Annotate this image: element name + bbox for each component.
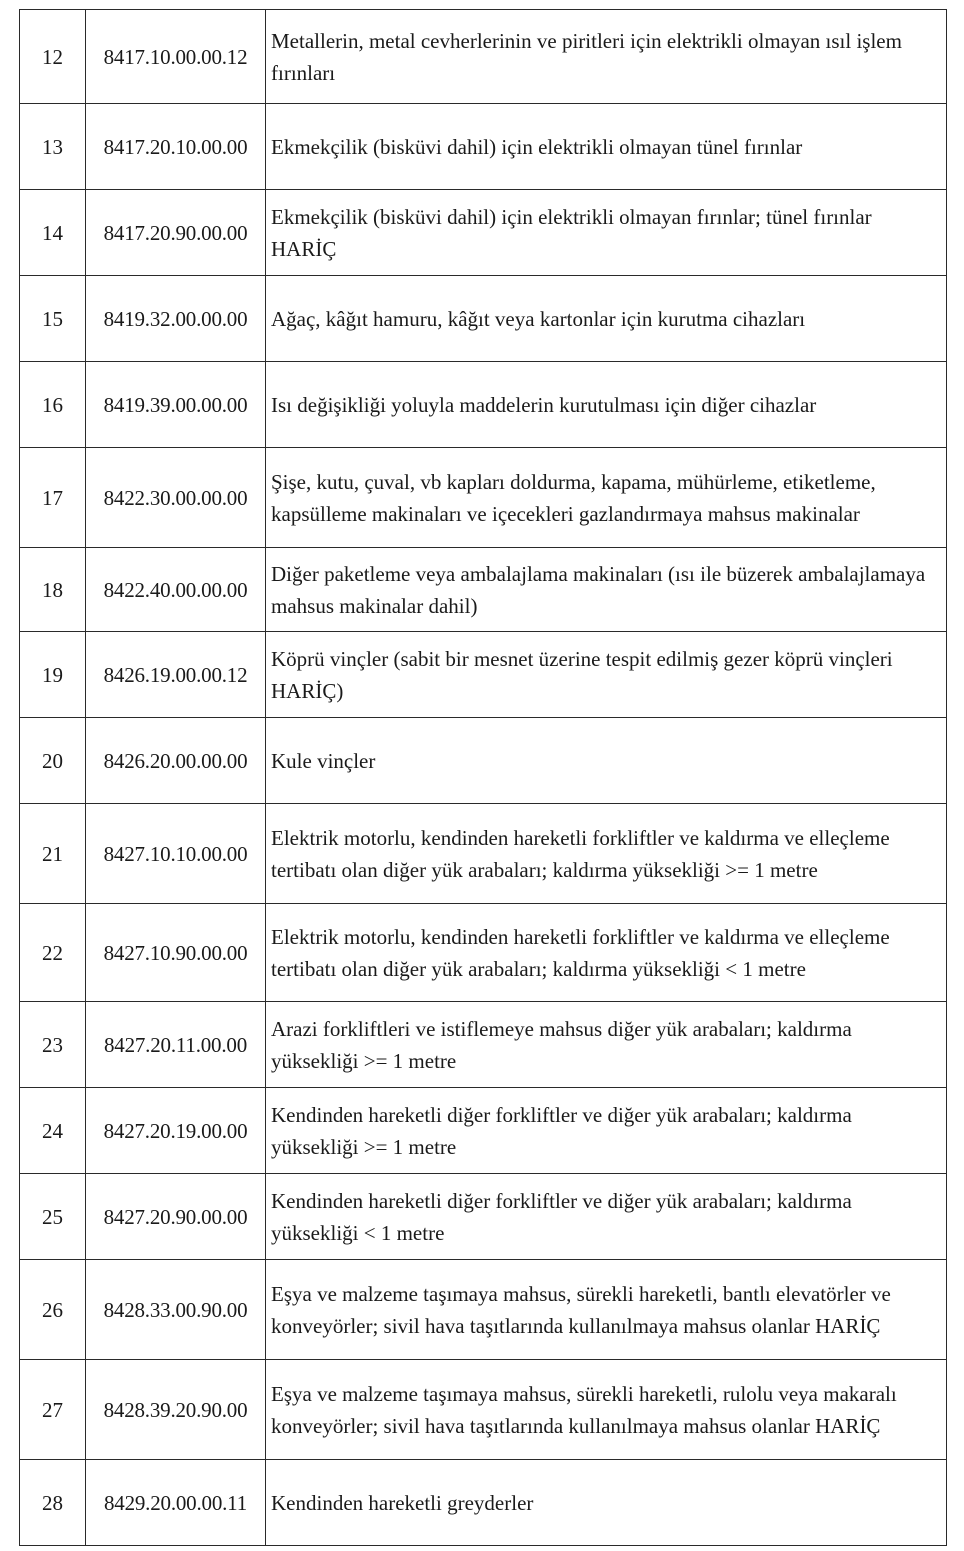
row-number: 25 (20, 1174, 86, 1260)
table-row (20, 1088, 947, 1174)
table-row (20, 548, 947, 632)
tariff-code: 8419.32.00.00.00 (86, 276, 266, 362)
row-number: 20 (20, 718, 86, 804)
table-row (20, 632, 947, 718)
table-row (20, 804, 947, 904)
tariff-code: 8426.19.00.00.12 (86, 632, 266, 718)
item-description: Eşya ve malzeme taşımaya mahsus, sürekli hareketli, rulolu veya makaralı konveyörler; sivil hava taşıtlarında kullanılmaya mahsus olanlar HARİÇ (266, 1360, 947, 1460)
tariff-code: 8427.20.11.00.00 (86, 1002, 266, 1088)
row-number: 27 (20, 1360, 86, 1460)
tariff-code: 8426.20.00.00.00 (86, 718, 266, 804)
row-number: 21 (20, 804, 86, 904)
table-row (20, 104, 947, 190)
tariff-code: 8428.33.00.90.00 (86, 1260, 266, 1360)
tariff-code: 8429.20.00.00.11 (86, 1460, 266, 1546)
table-row (20, 1174, 947, 1260)
item-description: Şişe, kutu, çuval, vb kapları doldurma, kapama, mühürleme, etiketleme, kapsülleme makinaları ve içecekleri gazlandırmaya mahsus makinalar (266, 448, 947, 548)
item-description: Ekmekçilik (bisküvi dahil) için elektrikli olmayan tünel fırınlar (266, 104, 947, 190)
row-number: 22 (20, 904, 86, 1002)
table-row (20, 362, 947, 448)
item-description: Elektrik motorlu, kendinden hareketli forkliftler ve kaldırma ve elleçleme tertibatı olan diğer yük arabaları; kaldırma yüksekliği >= 1 metre (266, 804, 947, 904)
item-description: Elektrik motorlu, kendinden hareketli forkliftler ve kaldırma ve elleçleme tertibatı olan diğer yük arabaları; kaldırma yüksekliği < 1 metre (266, 904, 947, 1002)
tariff-code: 8417.20.90.00.00 (86, 190, 266, 276)
row-number: 15 (20, 276, 86, 362)
item-description: Kendinden hareketli diğer forkliftler ve diğer yük arabaları; kaldırma yüksekliği >= 1 metre (266, 1088, 947, 1174)
goods-table-body (20, 10, 947, 1546)
table-row (20, 718, 947, 804)
item-description: Eşya ve malzeme taşımaya mahsus, sürekli hareketli, bantlı elevatörler ve konveyörler; sivil hava taşıtlarında kullanılmaya mahsus olanlar HARİÇ (266, 1260, 947, 1360)
table-row (20, 190, 947, 276)
tariff-code: 8422.30.00.00.00 (86, 448, 266, 548)
row-number: 18 (20, 548, 86, 632)
row-number: 28 (20, 1460, 86, 1546)
item-description: Metallerin, metal cevherlerinin ve piritleri için elektrikli olmayan ısıl işlem fırınları (266, 10, 947, 104)
item-description: Kendinden hareketli diğer forkliftler ve diğer yük arabaları; kaldırma yüksekliği < 1 metre (266, 1174, 947, 1260)
item-description: Isı değişikliği yoluyla maddelerin kurutulması için diğer cihazlar (266, 362, 947, 448)
table-row (20, 448, 947, 548)
tariff-code: 8427.10.10.00.00 (86, 804, 266, 904)
tariff-code: 8417.10.00.00.12 (86, 10, 266, 104)
item-description: Ağaç, kâğıt hamuru, kâğıt veya kartonlar için kurutma cihazları (266, 276, 947, 362)
table-row (20, 1460, 947, 1546)
tariff-code: 8427.10.90.00.00 (86, 904, 266, 1002)
table-row (20, 1360, 947, 1460)
item-description: Köprü vinçler (sabit bir mesnet üzerine tespit edilmiş gezer köprü vinçleri HARİÇ) (266, 632, 947, 718)
item-description: Arazi forkliftleri ve istiflemeye mahsus diğer yük arabaları; kaldırma yüksekliği >= 1 metre (266, 1002, 947, 1088)
table-row (20, 1002, 947, 1088)
table-row (20, 276, 947, 362)
row-number: 23 (20, 1002, 86, 1088)
item-description: Kendinden hareketli greyderler (266, 1460, 947, 1546)
row-number: 12 (20, 10, 86, 104)
table-row (20, 904, 947, 1002)
tariff-code: 8428.39.20.90.00 (86, 1360, 266, 1460)
table-row (20, 10, 947, 104)
item-description: Kule vinçler (266, 718, 947, 804)
tariff-code: 8427.20.90.00.00 (86, 1174, 266, 1260)
row-number: 19 (20, 632, 86, 718)
tariff-code: 8419.39.00.00.00 (86, 362, 266, 448)
item-description: Ekmekçilik (bisküvi dahil) için elektrikli olmayan fırınlar; tünel fırınlar HARİÇ (266, 190, 947, 276)
row-number: 26 (20, 1260, 86, 1360)
tariff-code: 8417.20.10.00.00 (86, 104, 266, 190)
row-number: 24 (20, 1088, 86, 1174)
row-number: 14 (20, 190, 86, 276)
table-row (20, 1260, 947, 1360)
tariff-code: 8427.20.19.00.00 (86, 1088, 266, 1174)
row-number: 16 (20, 362, 86, 448)
row-number: 13 (20, 104, 86, 190)
row-number: 17 (20, 448, 86, 548)
goods-table (19, 9, 947, 1546)
tariff-code: 8422.40.00.00.00 (86, 548, 266, 632)
item-description: Diğer paketleme veya ambalajlama makinaları (ısı ile büzerek ambalajlamaya mahsus makinalar dahil) (266, 548, 947, 632)
